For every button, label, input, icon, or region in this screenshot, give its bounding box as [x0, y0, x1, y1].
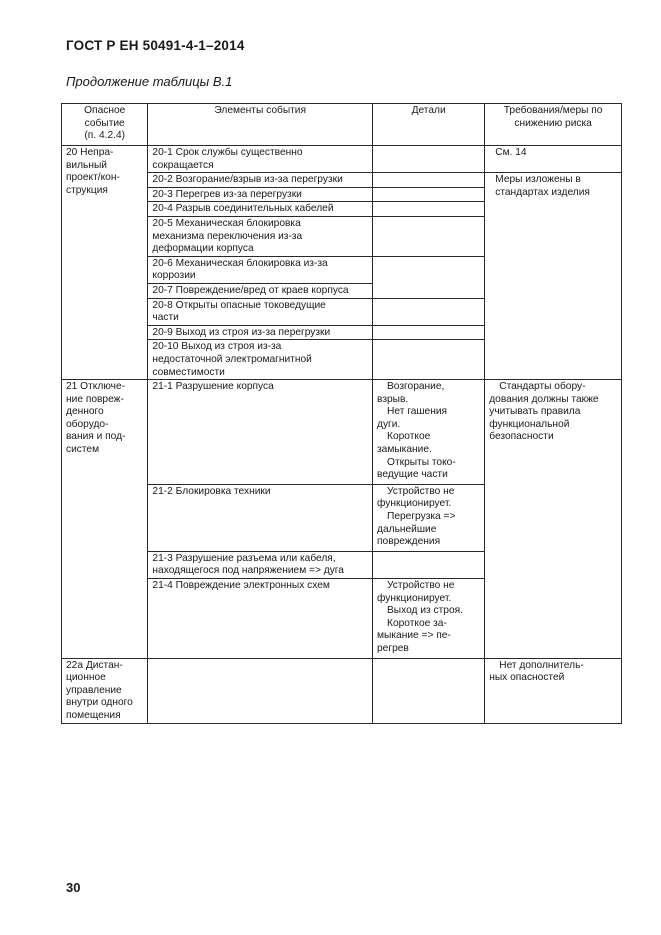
details-cell [373, 256, 485, 298]
table-row [62, 380, 622, 485]
element-cell: 20-10 Выход из строя из-за недостаточной электромагнитной совместимости [148, 340, 373, 380]
details-cell [373, 298, 485, 325]
event-cell-21: 21 Отключе- ние повреж- денного оборудо- вания и под- систем [62, 380, 148, 658]
element-cell: 20-6 Механическая блокировка из-за коррозии [148, 256, 373, 283]
details-cell [373, 187, 485, 202]
element-cell [148, 658, 373, 723]
details-cell [373, 340, 485, 380]
requirement-cell-20b: Меры изложены в стандартах изделия [485, 173, 622, 380]
table-row [62, 658, 622, 723]
column-header-elements: Элементы события [148, 104, 373, 146]
requirement-cell-20a: См. 14 [485, 146, 622, 173]
element-cell: 20-9 Выход из строя из-за перегрузки [148, 325, 373, 340]
standard-header: ГОСТ Р ЕН 50491-4-1–2014 [66, 38, 245, 53]
element-cell: 20-8 Открыты опасные токоведущие части [148, 298, 373, 325]
details-cell [373, 658, 485, 723]
hazard-table [61, 103, 622, 724]
element-cell: 21-1 Разрушение корпуса [148, 380, 373, 485]
table-header-row [62, 104, 622, 146]
requirement-cell-22a: Нет дополнитель- ных опасностей [485, 658, 622, 723]
requirement-cell-21: Стандарты обору- дования должны также учитывать правила функциональной безопасности [485, 380, 622, 658]
event-cell-22a: 22а Дистан- ционное управление внутри одного помещения [62, 658, 148, 723]
element-cell: 21-4 Повреждение электронных схем [148, 579, 373, 659]
details-cell: Возгорание, взрыв. Нет гашения дуги. Короткое замыкание. Открыты токо- ведущие части [373, 380, 485, 485]
page-number: 30 [66, 880, 81, 895]
element-cell: 21-3 Разрушение разъема или кабеля, находящегося под напряжением => дуга [148, 551, 373, 578]
event-cell-20: 20 Непра- вильный проект/кон- струкция [62, 146, 148, 380]
element-cell: 20-1 Срок службы существенно сокращается [148, 146, 373, 173]
element-cell: 21-2 Блокировка техники [148, 484, 373, 551]
element-cell: 20-5 Механическая блокировка механизма переключения из-за деформации корпуса [148, 216, 373, 256]
details-cell [373, 216, 485, 256]
details-cell: Устройство не функционирует. Перегрузка => дальнейшие повреждения [373, 484, 485, 551]
details-cell: Устройство не функционирует. Выход из строя. Короткое за- мыкание => пе- регрев [373, 579, 485, 659]
column-header-event: Опасное событие (п. 4.2.4) [62, 104, 148, 146]
details-cell [373, 551, 485, 578]
element-cell: 20-3 Перегрев из-за перегрузки [148, 187, 373, 202]
column-header-details: Детали [373, 104, 485, 146]
element-cell: 20-7 Повреждение/вред от краев корпуса [148, 283, 373, 298]
element-cell: 20-4 Разрыв соединительных кабелей [148, 202, 373, 217]
element-cell: 20-2 Возгорание/взрыв из-за перегрузки [148, 173, 373, 188]
details-cell [373, 202, 485, 217]
details-cell [373, 173, 485, 188]
details-cell [373, 325, 485, 340]
table-row [62, 146, 622, 173]
details-cell [373, 146, 485, 173]
table-continuation-title: Продолжение таблицы В.1 [66, 74, 233, 89]
column-header-requirements: Требования/меры по снижению риска [485, 104, 622, 146]
